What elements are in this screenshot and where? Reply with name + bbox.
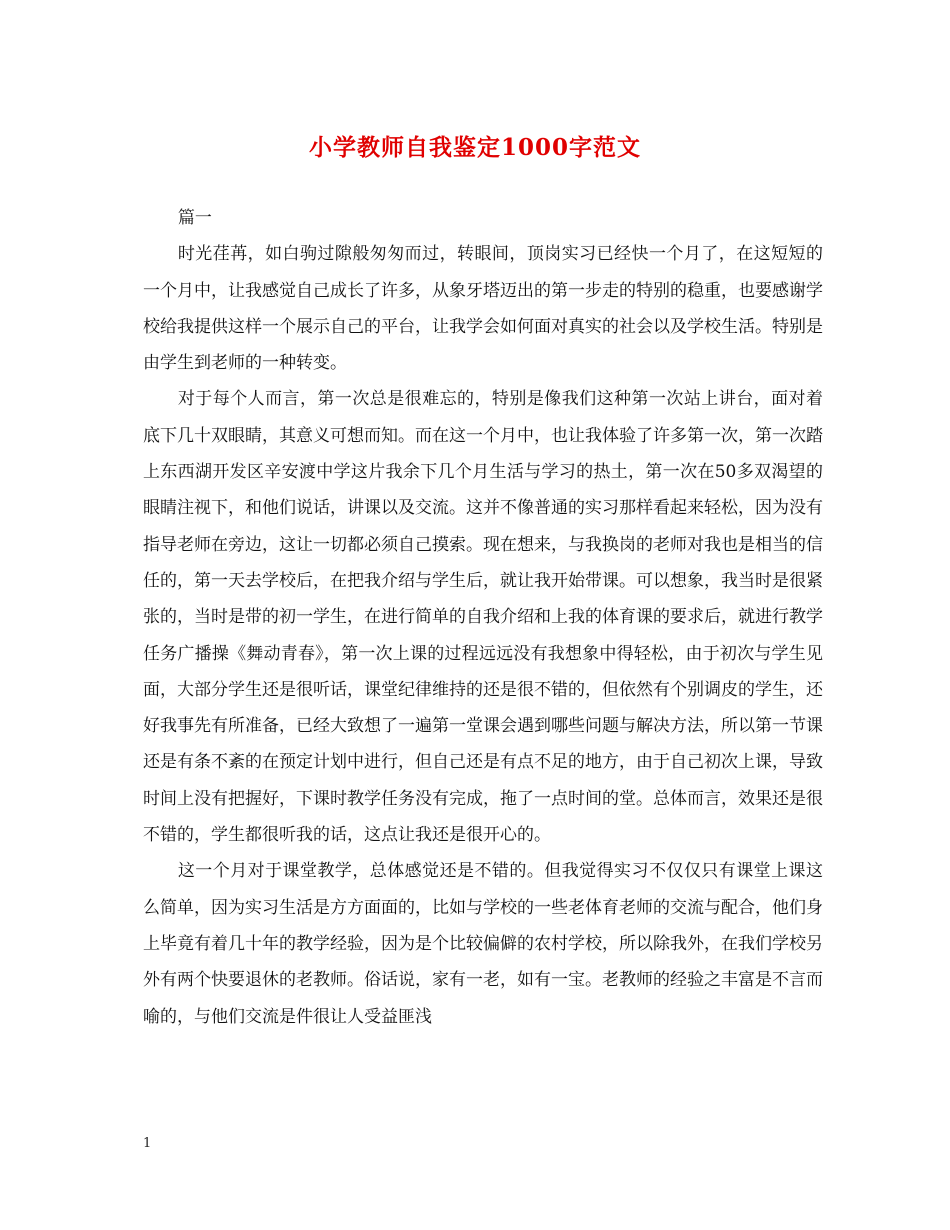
page-number: 1	[143, 1136, 152, 1151]
document-title: 小学教师自我鉴定1000字范文	[308, 134, 641, 161]
paragraph: 时光荏苒，如白驹过隙般匆匆而过，转眼间，顶岗实习已经快一个月了，在这短短的一个月中，让我感觉自己成长了许多，从象牙塔迈出的第一步走的特别的稳重，也要感谢学校给我提供这样一个展示自己的平台，让我学会如何面对真实的社会以及学校生活。特别是由学生到老师的一种转变。	[143, 244, 823, 374]
section-label: 篇一	[177, 208, 212, 228]
paragraph: 对于每个人而言，第一次总是很难忘的，特别是像我们这种第一次站上讲台，面对着底下几十双眼睛，其意义可想而知。而在这一个月中，也让我体验了许多第一次，第一次踏上东西湖开发区辛安渡中学这片我余下几个月生活与学习的热土，第一次在50多双渴望的眼睛注视下，和他们说话，讲课以及交流。这并不像普通的实习那样看起来轻松，因为没有指导老师在旁边，这让一切都必须自己摸索。现在想来，与我换岗的老师对我也是相当的信任的，第一天去学校后，在把我介绍与学生后，就让我开始带课。可以想象，我当时是很紧张的，当时是带的初一学生，在进行简单的自我介绍和上我的体育课的要求后，就进行教学任务广播操《舞动青春》，第一次上课的过程远远没有我想象中得轻松，由于初次与学生见面，大部分学生还是很听话，课堂纪律维持的还是很不错的，但依然有个别调皮的学生，还好我事先有所准备，已经大致想了一遍第一堂课会遇到哪些问题与解决方法，所以第一节课还是有条不紊的在预定计划中进行，但自己还是有点不足的地方，由于自己初次上课，导致时间上没有把握好，下课时教学任务没有完成，拖了一点时间的堂。总体而言，效果还是很不错的，学生都很听我的话，这点让我还是很开心的。	[143, 389, 823, 846]
paragraph: 这一个月对于课堂教学，总体感觉还是不错的。但我觉得实习不仅仅只有课堂上课这么简单，因为实习生活是方方面面的，比如与学校的一些老体育老师的交流与配合，他们身上毕竟有着几十年的教学经验，因为是个比较偏僻的农村学校，所以除我外，在我们学校另外有两个快要退休的老教师。俗话说，家有一老，如有一宝。老教师的经验之丰富是不言而喻的，与他们交流是件很让人受益匪浅	[143, 861, 823, 1027]
document-body	[143, 200, 823, 1035]
